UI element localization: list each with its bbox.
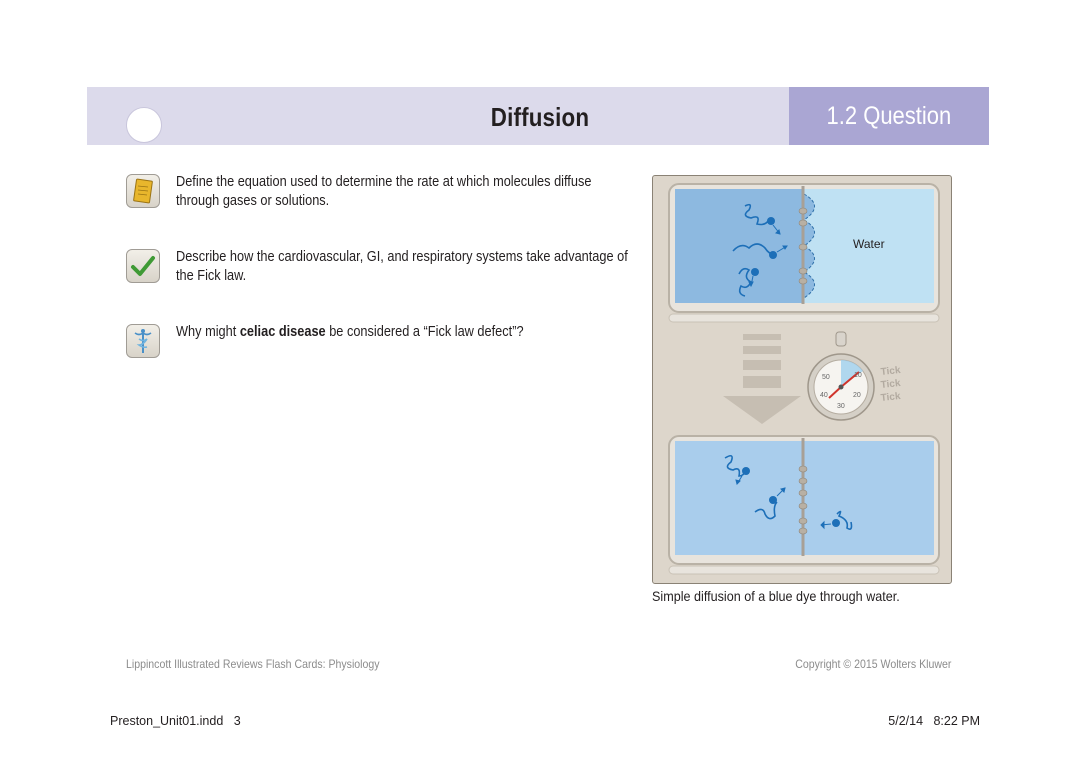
footer-copyright: Copyright © 2015 Wolters Kluwer — [794, 657, 951, 671]
dial-number: 50 — [822, 374, 830, 381]
down-arrow-icon — [723, 334, 801, 424]
tick-label: Tick — [880, 364, 902, 378]
diffusion-figure — [652, 175, 952, 584]
tick-labels — [880, 365, 901, 404]
question-text: Describe how the cardiovascular, GI, and respiratory systems take advantage of the Fick law. — [176, 249, 628, 284]
header-circle-decoration — [126, 107, 162, 143]
tick-label: Tick — [880, 390, 902, 404]
question-text-part: be considered a “Fick law defect”? — [325, 324, 524, 340]
water-label: Water — [853, 237, 885, 251]
diffusion-illustration — [653, 176, 952, 584]
dial-number: 40 — [820, 392, 828, 399]
slug-filename: Preston_Unit01.indd 3 — [110, 714, 241, 728]
question-text — [176, 323, 634, 342]
dial-number: 30 — [837, 403, 845, 410]
notepad-icon — [126, 174, 160, 208]
question-text: Define the equation used to determine the rate at which molecules diffuse through gases or solutions. — [176, 174, 592, 209]
caduceus-icon — [126, 324, 160, 358]
figure-caption: Simple diffusion of a blue dye through water. — [652, 588, 900, 604]
question-number-label: 1.2 Question — [826, 101, 952, 130]
question-text-part: Why might — [176, 324, 240, 340]
footer-book-title: Lippincott Illustrated Reviews Flash Cards: Physiology — [126, 657, 380, 671]
dial-number: 20 — [853, 392, 861, 399]
question-number-tab — [789, 87, 989, 145]
page-title: Diffusion — [490, 102, 590, 132]
dial-number: 10 — [854, 372, 862, 379]
stopwatch-icon — [808, 332, 874, 420]
slug-timestamp: 5/2/14 8:22 PM — [888, 714, 980, 728]
tick-label: Tick — [880, 377, 902, 391]
question-emphasis: celiac disease — [239, 324, 326, 340]
checkmark-icon — [126, 249, 160, 283]
